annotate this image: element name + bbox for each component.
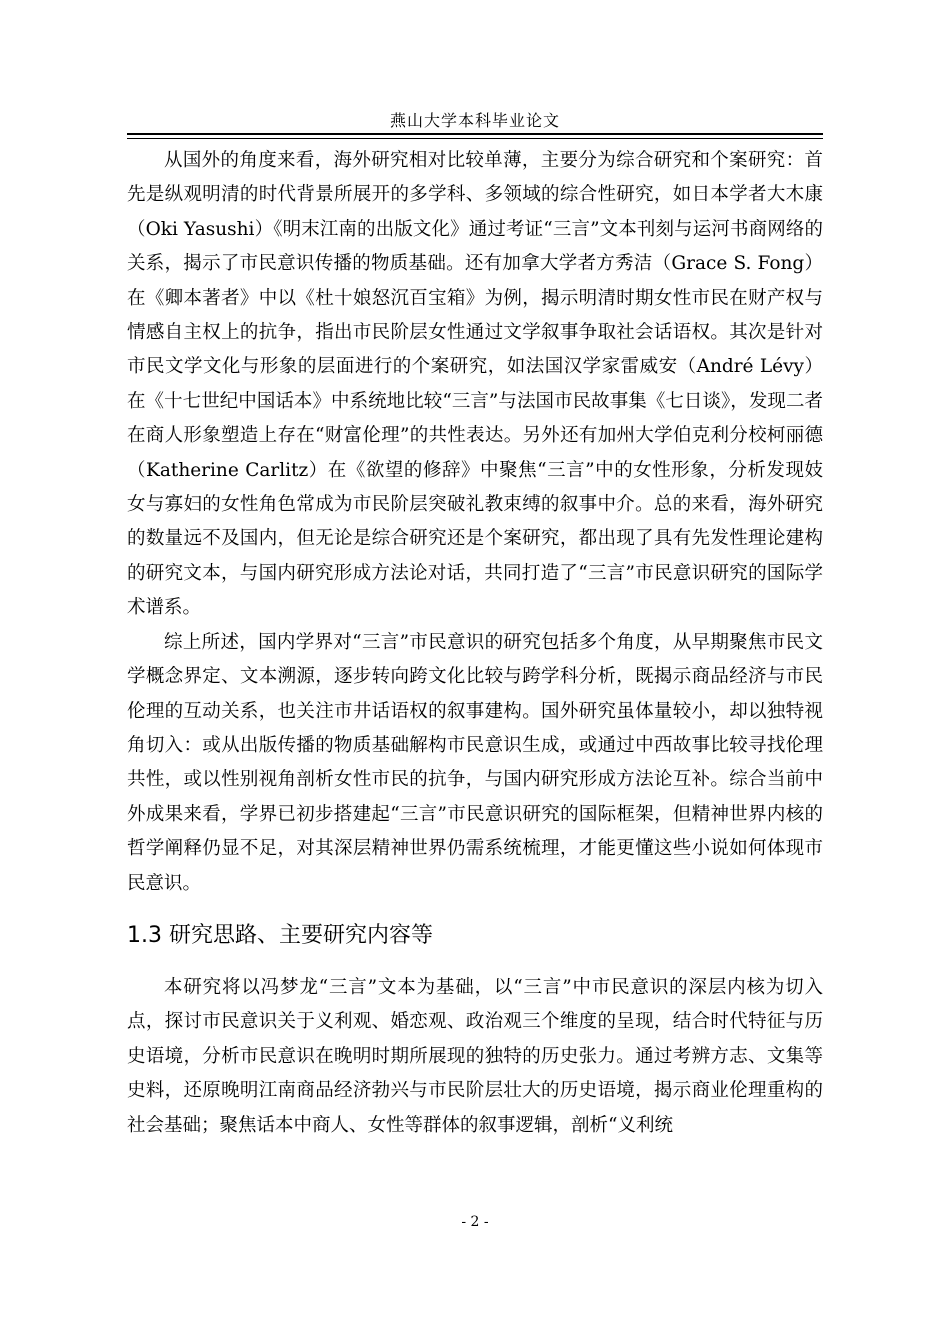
page-number: - 2 - bbox=[461, 1214, 489, 1230]
paragraph-overseas-research: 从国外的角度来看，海外研究相对比较单薄，主要分为综合研究和个案研究：首先是纵观明清的时代背景所展开的多学科、多领域的综合性研究，如日本学者大木康（Oki Yasushi）《明末江南的出版文化》通过考证“三言”文本刊刻与运河书商网络的关系，揭示了市民意识传播的物质基础。还有加拿大学者方秀洁（Grace S. Fong）在《卿本著者》中以《杜十娘怒沉百宝箱》为例，揭示明清时期女性市民在财产权与情感自主权上的抗争，指出市民阶层女性通过文学叙事争取社会话语权。其次是针对市民文学文化与形象的层面进行的个案研究，如法国汉学家雷威安（André Lévy）在《十七世纪中国话本》中系统地比较“三言”与法国市民故事集《七日谈》，发现二者在商人形象塑造上存在“财富伦理”的共性表达。另外还有加州大学伯克利分校柯丽德（Katherine Carlitz）在《欲望的修辞》中聚焦“三言”中的女性形象，分析发现妓女与寡妇的女性角色常成为市民阶层突破礼教束缚的叙事中介。总的来看，海外研究的数量远不及国内，但无论是综合研究还是个案研究，都出现了具有先发性理论建构的研究文本，与国内研究形成方法论对话，共同打造了“三言”市民意识研究的国际学术谱系。 bbox=[127, 150, 823, 619]
paragraph-summary: 综上所述，国内学界对“三言”市民意识的研究包括多个角度，从早期聚焦市民文学概念界定、文本溯源，逐步转向跨文化比较与跨学科分析，既揭示商品经济与市民伦理的互动关系，也关注市井话语权的叙事建构。国外研究虽体量较小，却以独特视角切入：或从出版传播的物质基础解构市民意识生成，或通过中西故事比较寻找伦理共性，或以性别视角剖析女性市民的抗争，与国内研究形成方法论互补。综合当前中外成果来看，学界已初步搭建起“三言”市民意识研究的国际框架，但精神世界内核的哲学阐释仍显不足，对其深层精神世界仍需系统梳理，才能更懂这些小说如何体现市民意识。 bbox=[127, 631, 823, 894]
paragraph-research-approach: 本研究将以冯梦龙“三言”文本为基础，以“三言”中市民意识的深层内核为切入点，探讨市民意识关于义利观、婚恋观、政治观三个维度的呈现，结合时代特征与历史语境，分析市民意识在晚明时期所展现的独特的历史张力。通过考辨方志、文集等史料，还原晚明江南商品经济勃兴与市民阶层壮大的历史语境，揭示商业伦理重构的社会基础；聚焦话本中商人、女性等群体的叙事逻辑，剖析“义利统 bbox=[127, 976, 823, 1136]
header-rule-thick bbox=[127, 133, 823, 135]
section-heading: 1.3 研究思路、主要研究内容等 bbox=[127, 922, 433, 948]
body-text bbox=[127, 144, 823, 1143]
header-rule-thin bbox=[127, 138, 823, 139]
running-header: 燕山大学本科毕业论文 bbox=[389, 111, 560, 130]
